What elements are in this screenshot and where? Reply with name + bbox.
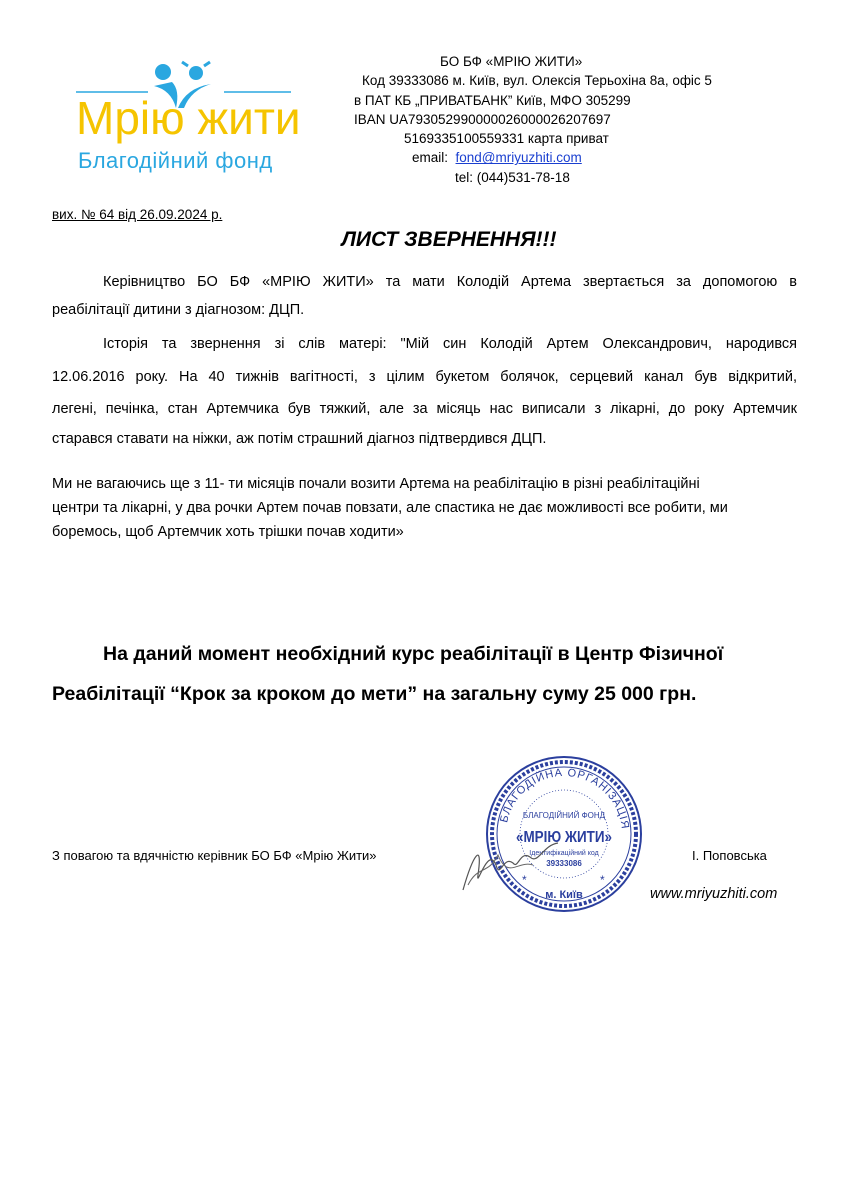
para1-line: Керівництво БО БФ «МРІЮ ЖИТИ» та мати Колодій Артема звертається за допомогою в	[103, 274, 797, 290]
website: www.mriyuzhiti.com	[650, 886, 778, 902]
request-line: Реабілітації “Крок за кроком до мети” на загальну суму 25 000 грн.	[52, 683, 697, 705]
org-email-row	[340, 148, 780, 167]
svg-text:БЛАГОДІЙНА ОРГАНІЗАЦІЯ: БЛАГОДІЙНА ОРГАНІЗАЦІЯ	[498, 766, 631, 831]
signature-icon	[458, 835, 568, 895]
para2-line: 12.06.2016 року. На 40 тижнів вагітності, з цілим букетом болячок, серцевий канал був відкритий,	[52, 369, 797, 385]
org-bank: в ПАТ КБ „ПРИВАТБАНК” Київ, МФО 305299	[354, 92, 631, 108]
svg-text:39333086: 39333086	[546, 859, 582, 868]
logo-subtitle: Благодійний фонд	[78, 148, 273, 173]
svg-text:Ідентифікаційний код: Ідентифікаційний код	[529, 850, 599, 857]
para1-line: реабілітації дитини з діагнозом: ДЦП.	[52, 302, 305, 318]
org-card: 5169335100559331 карта приват	[404, 131, 609, 147]
org-iban: IBAN UA793052990000026000026207697	[354, 111, 611, 127]
email-label: email:	[412, 150, 449, 166]
para3-line: центри та лікарні, у два рочки Артем почав повзати, але спастика не дає можливості все робити, ми	[52, 500, 728, 516]
org-address: Код 39333086 м. Київ, вул. Олексія Терьохіна 8а, офіс 5	[362, 73, 712, 89]
outgoing-ref: вих. № 64 від 26.09.2024 р.	[52, 207, 223, 222]
svg-text:м. Київ: м. Київ	[545, 889, 583, 901]
para2-line: старався ставати на ніжки, аж потім страшний діагноз підтвердився ДЦП.	[52, 431, 547, 447]
svg-text:«МРІЮ ЖИТИ»: «МРІЮ ЖИТИ»	[516, 829, 613, 846]
signer-name: І. Поповська	[692, 848, 767, 863]
email-link[interactable]: fond@mriyuzhiti.com	[455, 150, 582, 166]
closing-text: З повагою та вдячністю керівник БО БФ «Мрію Жити»	[52, 848, 377, 863]
org-requisites	[340, 52, 780, 187]
request-line: На даний момент необхідний курс реабілітації в Центр Фізичної	[103, 643, 724, 665]
para3-line: Ми не вагаючись ще з 11- ти місяців почали возити Артема на реабілітацію в різні реабілітаційні	[52, 476, 700, 492]
org-name: БО БФ «МРІЮ ЖИТИ»	[440, 54, 583, 69]
svg-text:*: *	[600, 873, 605, 887]
org-tel: tel: (044)531-78-18	[455, 169, 570, 185]
para2-line: легені, печінка, стан Артемчика був тяжкий, але за місяць нас виписали з лікарні, до року Артемчик	[52, 401, 797, 417]
letter-title: ЛИСТ ЗВЕРНЕННЯ!!!	[341, 228, 557, 251]
svg-text:*: *	[522, 873, 527, 887]
para3-line: боремось, щоб Артемчик хоть трішки почав ходити»	[52, 524, 404, 540]
svg-text:БЛАГОДІЙНИЙ ФОНД: БЛАГОДІЙНИЙ ФОНД	[522, 811, 606, 820]
para2-line: Історія та звернення зі слів матері: "Мій син Колодій Артем Олександрович, народився	[103, 336, 797, 352]
logo-title: Мрію жити	[76, 92, 301, 144]
